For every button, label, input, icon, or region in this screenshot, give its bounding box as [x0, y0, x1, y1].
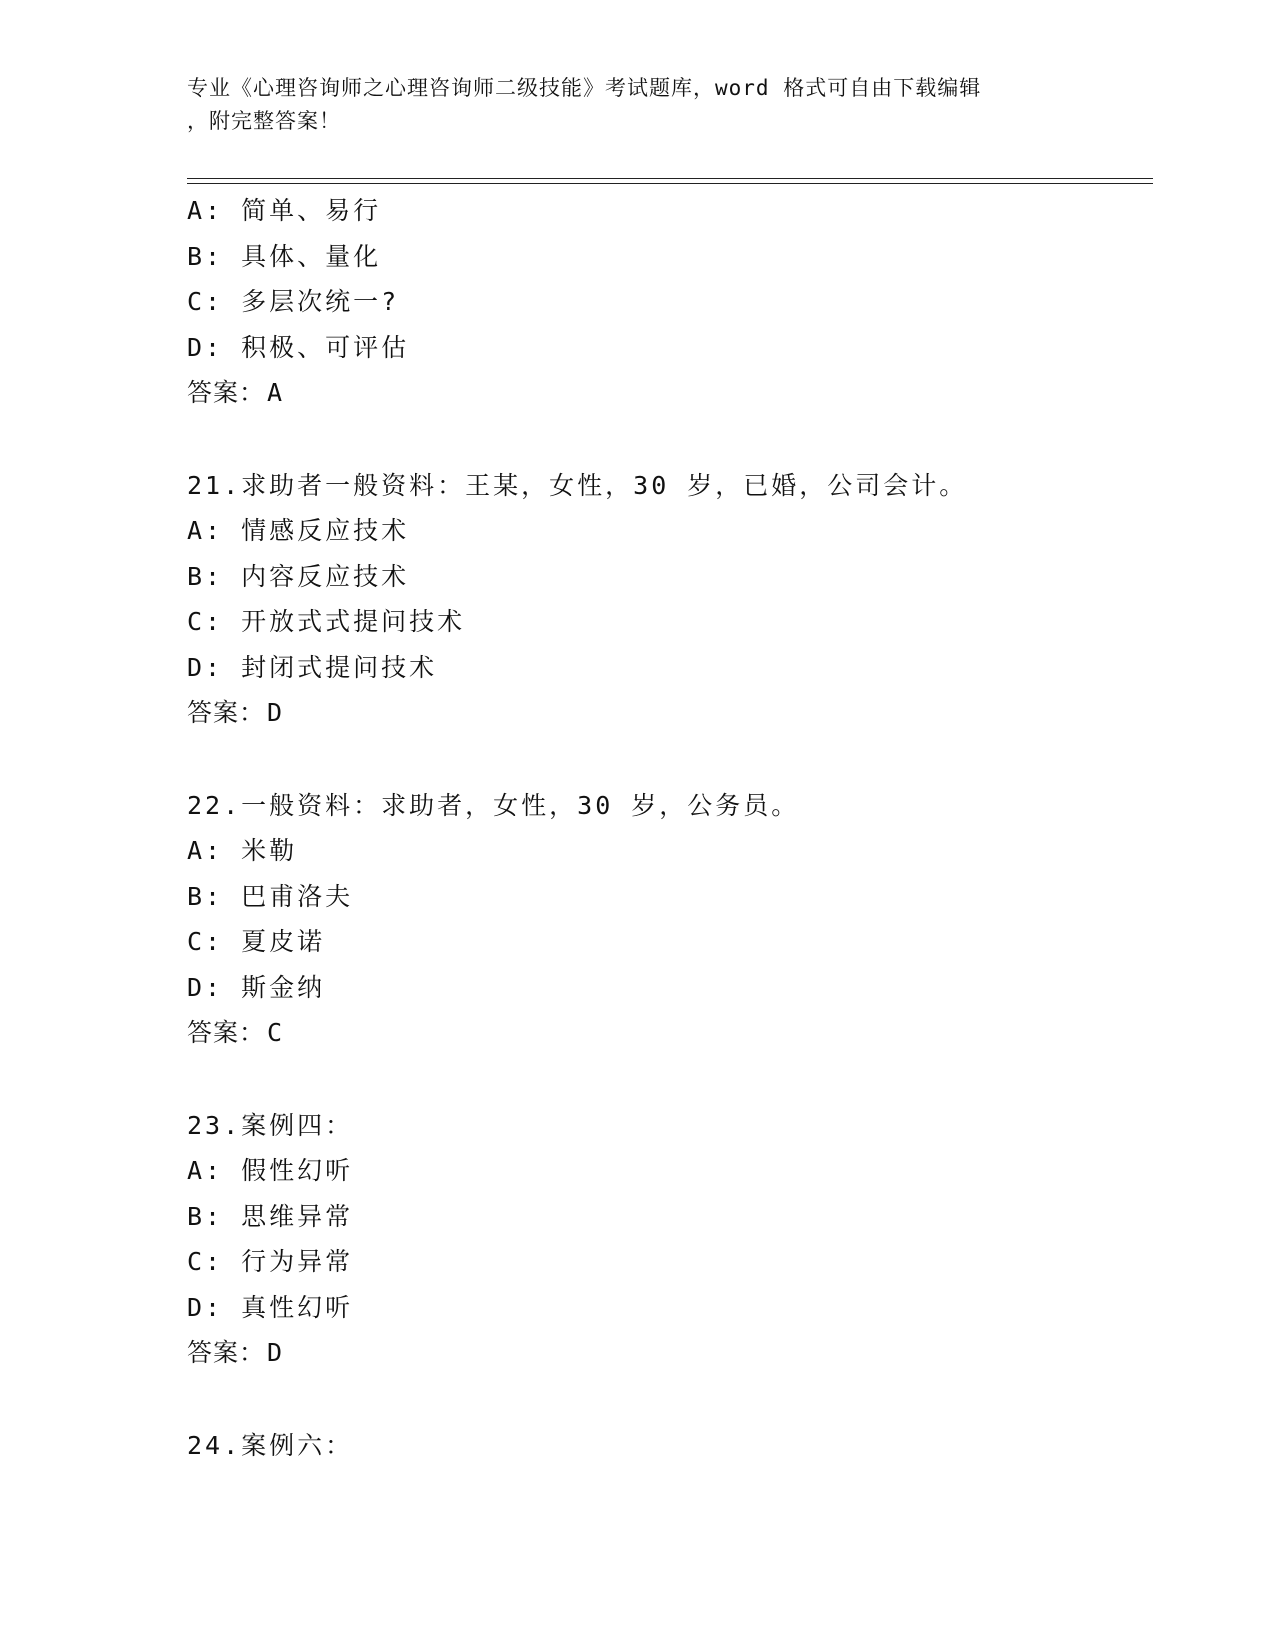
answer-line — [187, 370, 1147, 416]
document-header — [187, 72, 1107, 138]
option-d: D: 封闭式提问技术 — [187, 652, 438, 682]
option-b: B: 具体、量化 — [187, 241, 382, 271]
option-c: C: 行为异常 — [187, 1247, 354, 1276]
question-block-22 — [187, 783, 1147, 1056]
answer-label: 答案： — [187, 1338, 266, 1367]
spacer — [187, 1056, 1147, 1103]
question-stem: 21.求助者一般资料：王某，女性，30 岁，已婚，公司会计。 — [187, 470, 968, 500]
option-d: D: 积极、可评估 — [187, 332, 410, 362]
header-line-2: ，附完整答案！ — [187, 109, 341, 133]
question-stem: 22.一般资料：求助者，女性，30 岁，公务员。 — [187, 790, 800, 820]
option-c: C: 开放式式提问技术 — [187, 607, 466, 636]
option-a: A: 简单、易行 — [187, 196, 382, 225]
option-d: D: 斯金纳 — [187, 972, 326, 1002]
spacer — [187, 736, 1147, 783]
answer-line — [187, 1330, 1147, 1376]
option-a: A: 情感反应技术 — [187, 516, 410, 545]
answer-value: D — [267, 698, 284, 727]
answer-label: 答案： — [187, 1018, 266, 1047]
answer-label: 答案： — [187, 698, 266, 727]
header-line-1: 专业《心理咨询师之心理咨询师二级技能》考试题库，word 格式可自由下载编辑 — [187, 76, 982, 100]
question-block-24 — [187, 1423, 1147, 1469]
spacer — [187, 416, 1147, 463]
option-d: D: 真性幻听 — [187, 1292, 354, 1322]
option-c: C: 多层次统一? — [187, 287, 400, 316]
answer-line — [187, 690, 1147, 736]
option-b: B: 思维异常 — [187, 1201, 354, 1231]
question-stem: 24.案例六： — [187, 1430, 354, 1460]
question-block-23 — [187, 1103, 1147, 1376]
question-block-21 — [187, 463, 1147, 736]
question-stem: 23.案例四： — [187, 1110, 354, 1140]
option-a: A: 假性幻听 — [187, 1156, 354, 1185]
header-divider-top — [187, 178, 1153, 179]
question-list — [187, 188, 1147, 1468]
option-a: A: 米勒 — [187, 836, 298, 865]
option-b: B: 内容反应技术 — [187, 561, 410, 591]
answer-value: C — [267, 1018, 284, 1047]
answer-line — [187, 1010, 1147, 1056]
answer-value: D — [267, 1338, 284, 1367]
spacer — [187, 1376, 1147, 1423]
option-c: C: 夏皮诺 — [187, 927, 326, 956]
option-b: B: 巴甫洛夫 — [187, 881, 354, 911]
answer-value: A — [267, 378, 284, 407]
header-divider-bottom — [187, 183, 1153, 184]
answer-label: 答案： — [187, 378, 266, 407]
question-block-20 — [187, 188, 1147, 416]
